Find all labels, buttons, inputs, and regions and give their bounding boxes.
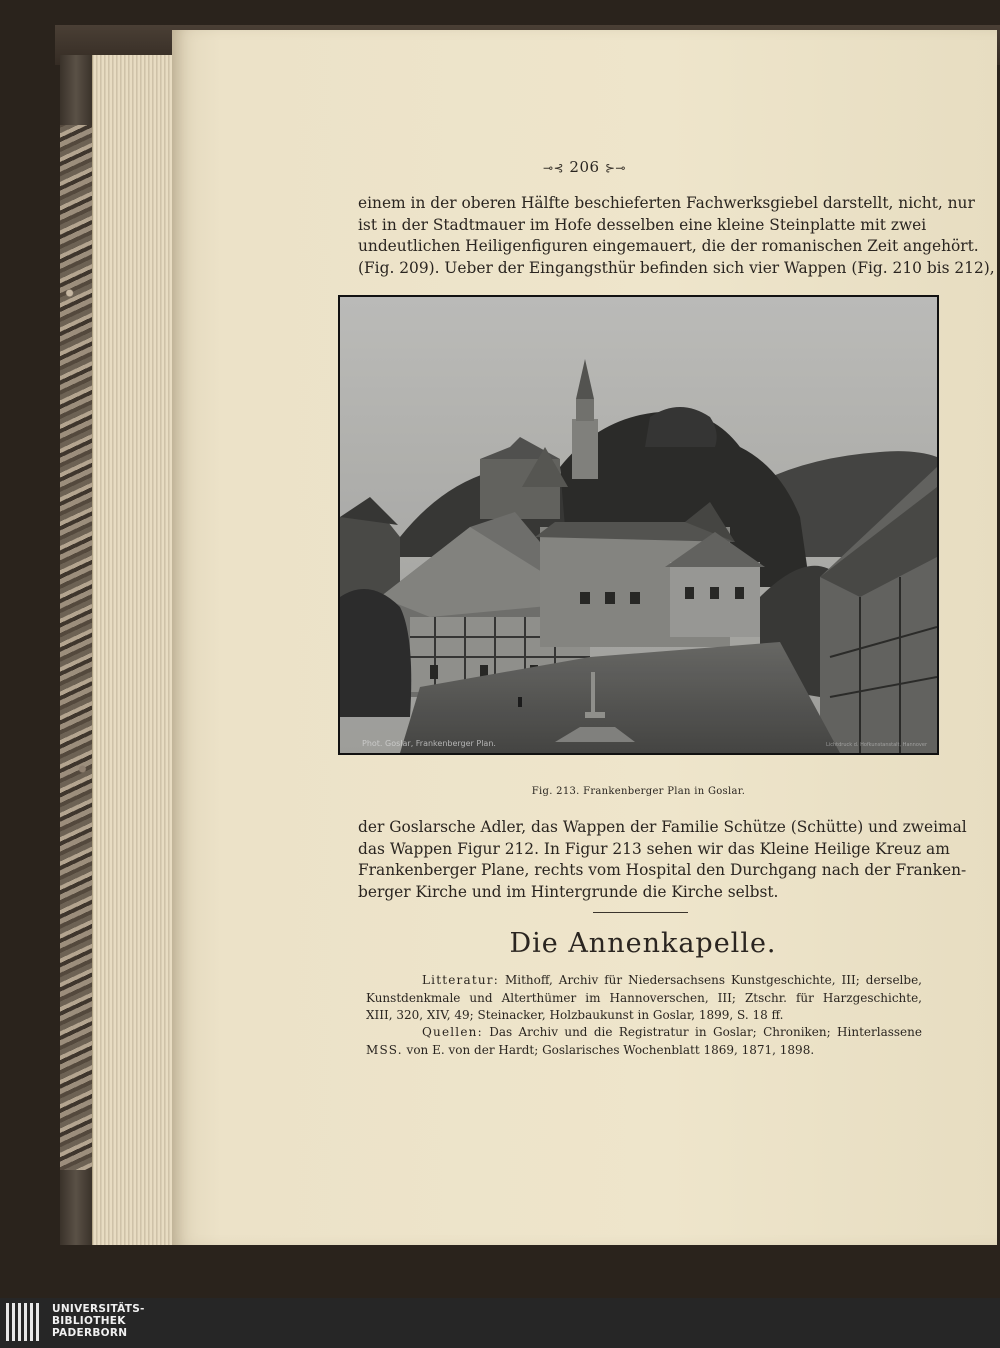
text-line: Frankenberger Plane, rechts vom Hospital den Durchgang nach der Franken- xyxy=(358,861,967,879)
litteratur-text: Mithoff, Archiv für Niedersachsens Kunstgeschichte, III; derselbe, xyxy=(504,973,922,987)
library-name-line3: PADERBORN xyxy=(52,1327,128,1340)
text-line: (Fig. 209). Ueber der Eingangsthür befinden sich vier Wappen (Fig. 210 bis 212), xyxy=(358,258,995,277)
litteratur-block xyxy=(366,972,922,1025)
library-name-line2: BIBLIOTHEK xyxy=(52,1315,126,1328)
ornament-left: ⊸⊰ xyxy=(543,161,565,175)
marbled-spine xyxy=(60,55,94,1245)
photo-credit-left: Phot. Goslar, Frankenberger Plan. xyxy=(362,739,496,748)
ornament-right: ⊱⊸ xyxy=(604,161,626,175)
section-divider xyxy=(593,912,688,913)
library-name xyxy=(52,1303,145,1340)
figure-caption: Fig. 213. Frankenberger Plan in Goslar. xyxy=(531,786,746,797)
litteratur-line: Kunstdenkmale und Alterthümer im Hannoverschen, III; Ztschr. für Harzgeschichte, xyxy=(366,990,922,1005)
quellen-label: Quellen: xyxy=(422,1025,483,1039)
quellen-text: Das Archiv und die Registratur in Goslar; Chroniken; Hinterlassene xyxy=(489,1025,922,1039)
spine-corner-bottom xyxy=(60,1170,92,1245)
page-number: 206 xyxy=(569,158,600,176)
quellen-text: von E. von der Hardt; Goslarisches Wochenblatt 1869, 1871, 1898. xyxy=(406,1042,815,1057)
library-name-line1: UNIVERSITÄTS- xyxy=(52,1303,145,1315)
text-line: ist in der Stadtmauer im Hofe desselben eine kleine Steinplatte mit zwei xyxy=(358,215,927,234)
figure-photo-frankenberger-plan xyxy=(338,295,939,755)
quellen-line xyxy=(366,1024,922,1042)
page-number-header xyxy=(172,158,997,176)
text-line: undeutlichen Heiligenfiguren eingemauert, die der romanischen Zeit angehört. xyxy=(358,237,979,255)
text-line: der Goslarsche Adler, das Wappen der Familie Schütze (Schütte) und zweimal xyxy=(358,818,967,836)
quellen-line xyxy=(366,1042,922,1060)
section-heading: Die Annenkapelle. xyxy=(509,928,777,959)
library-footer xyxy=(0,1298,1000,1348)
quellen-block xyxy=(366,1024,922,1059)
text-line: das Wappen Figur 212. In Figur 213 sehen wir das Kleine Heilige Kreuz am xyxy=(358,839,950,858)
paragraph-middle xyxy=(358,817,967,903)
library-logo-icon xyxy=(6,1303,46,1341)
paragraph-top xyxy=(358,193,995,279)
litteratur-label: Litteratur: xyxy=(422,973,499,987)
photo-illustration xyxy=(340,297,937,753)
text-line: berger Kirche und im Hintergrunde die Kirche selbst. xyxy=(358,882,779,901)
quellen-mss-label: MSS. xyxy=(366,1042,403,1057)
text-line: einem in der oberen Hälfte beschieferten Fachwerksgiebel darstellt, nicht, nur xyxy=(358,194,975,212)
photo-credit-right: Lichtdruck d. Hofkunstanstalt, Hannover xyxy=(826,742,927,748)
litteratur-line: XIII, 320, XIV, 49; Steinacker, Holzbaukunst in Goslar, 1899, S. 18 ff. xyxy=(366,1008,784,1022)
book-page xyxy=(172,30,997,1245)
spine-corner-top xyxy=(60,55,92,125)
litteratur-line xyxy=(366,972,922,990)
page-edges xyxy=(92,55,173,1245)
